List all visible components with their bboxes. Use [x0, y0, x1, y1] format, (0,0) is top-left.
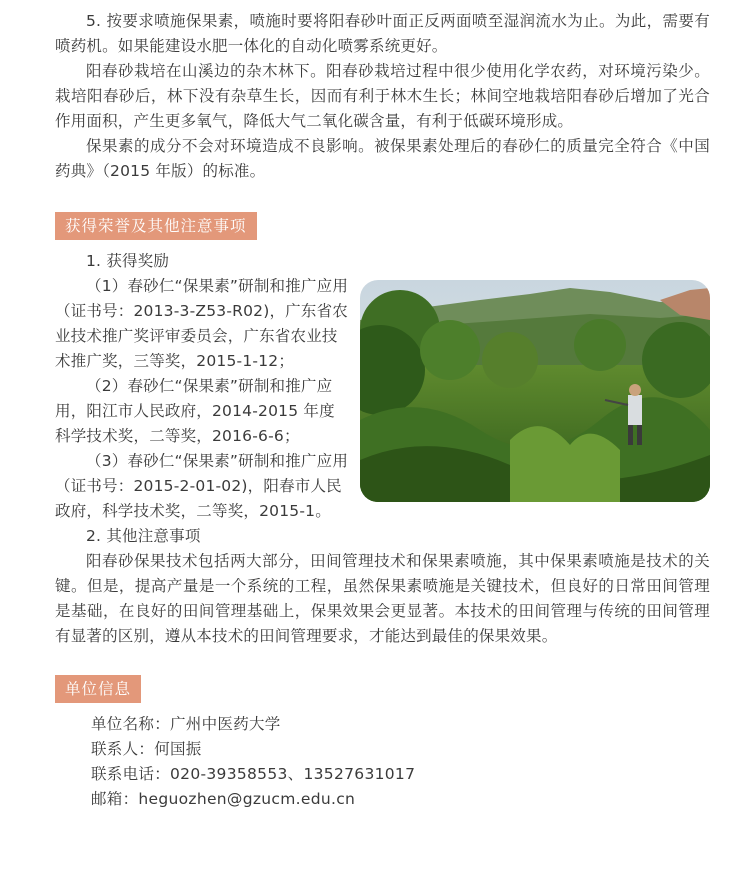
paragraph-environment: 阳春砂栽培在山溪边的杂木林下。阳春砂栽培过程中很少使用化学农药，对环境污染少。栽培阳春砂后，林下没有杂草生长，因而有利于林木生长；林间空地栽培阳春砂后增加了光合作用面积，产生更多氧气，降低大气二氧化碳含量，有利于低碳环境形成。: [55, 62, 710, 130]
field-photo: [360, 280, 710, 502]
awards-heading: 1. 获得奖励: [86, 252, 170, 270]
unit-phone: 联系电话：020-39358553、13527631017: [91, 765, 416, 783]
notes-text: 阳春砂保果技术包括两大部分，田间管理技术和保果素喷施，其中保果素喷施是技术的关键。但是，提高产量是一个系统的工程，虽然保果素喷施是关键技术，但良好的日常田间管理是基础，在良好的田间管理基础上，保果效果会更显著。本技术的田间管理与传统的田间管理有显著的区别，遵从本技术的田间管理要求，才能达到最佳的保果效果。: [55, 552, 710, 645]
document-page: [55, 0, 710, 812]
paragraph-spraying: 5. 按要求喷施保果素，喷施时要将阳春砂叶面正反两面喷至湿润流水为止。为此，需要有喷药机。如果能建设水肥一体化的自动化喷雾系统更好。: [55, 12, 710, 55]
section-title-unit: 单位信息: [55, 675, 141, 703]
notes-heading: 2. 其他注意事项: [86, 527, 201, 545]
unit-contact-person: 联系人：何国振: [91, 740, 202, 758]
unit-info: [55, 712, 710, 812]
award-3: （3）春砂仁“保果素”研制和推广应用（证书号：2015-2-01-02)，阳春市人民政府，科学技术奖，二等奖，2015-1。: [55, 452, 349, 520]
award-2: （2）春砂仁“保果素”研制和推广应用，阳江市人民政府，2014-2015 年度科学技术奖，二等奖，2016-6-6；: [55, 377, 335, 445]
unit-name: 单位名称：广州中医药大学: [91, 715, 281, 733]
field-photo-image: [360, 280, 710, 502]
section-title-honors: 获得荣誉及其他注意事项: [55, 212, 257, 240]
unit-email: 邮箱：heguozhen@gzucm.edu.cn: [91, 790, 356, 808]
paragraph-safety: 保果素的成分不会对环境造成不良影响。被保果素处理后的春砂仁的质量完全符合《中国药典》（2015 年版）的标准。: [55, 137, 710, 180]
award-1: （1）春砂仁“保果素”研制和推广应用（证书号：2013-3-Z53-R02)，广东省农业技术推广奖评审委员会，广东省农业技术推广奖，三等奖，2015-1-12；: [55, 277, 349, 370]
honors-body: [55, 249, 710, 649]
